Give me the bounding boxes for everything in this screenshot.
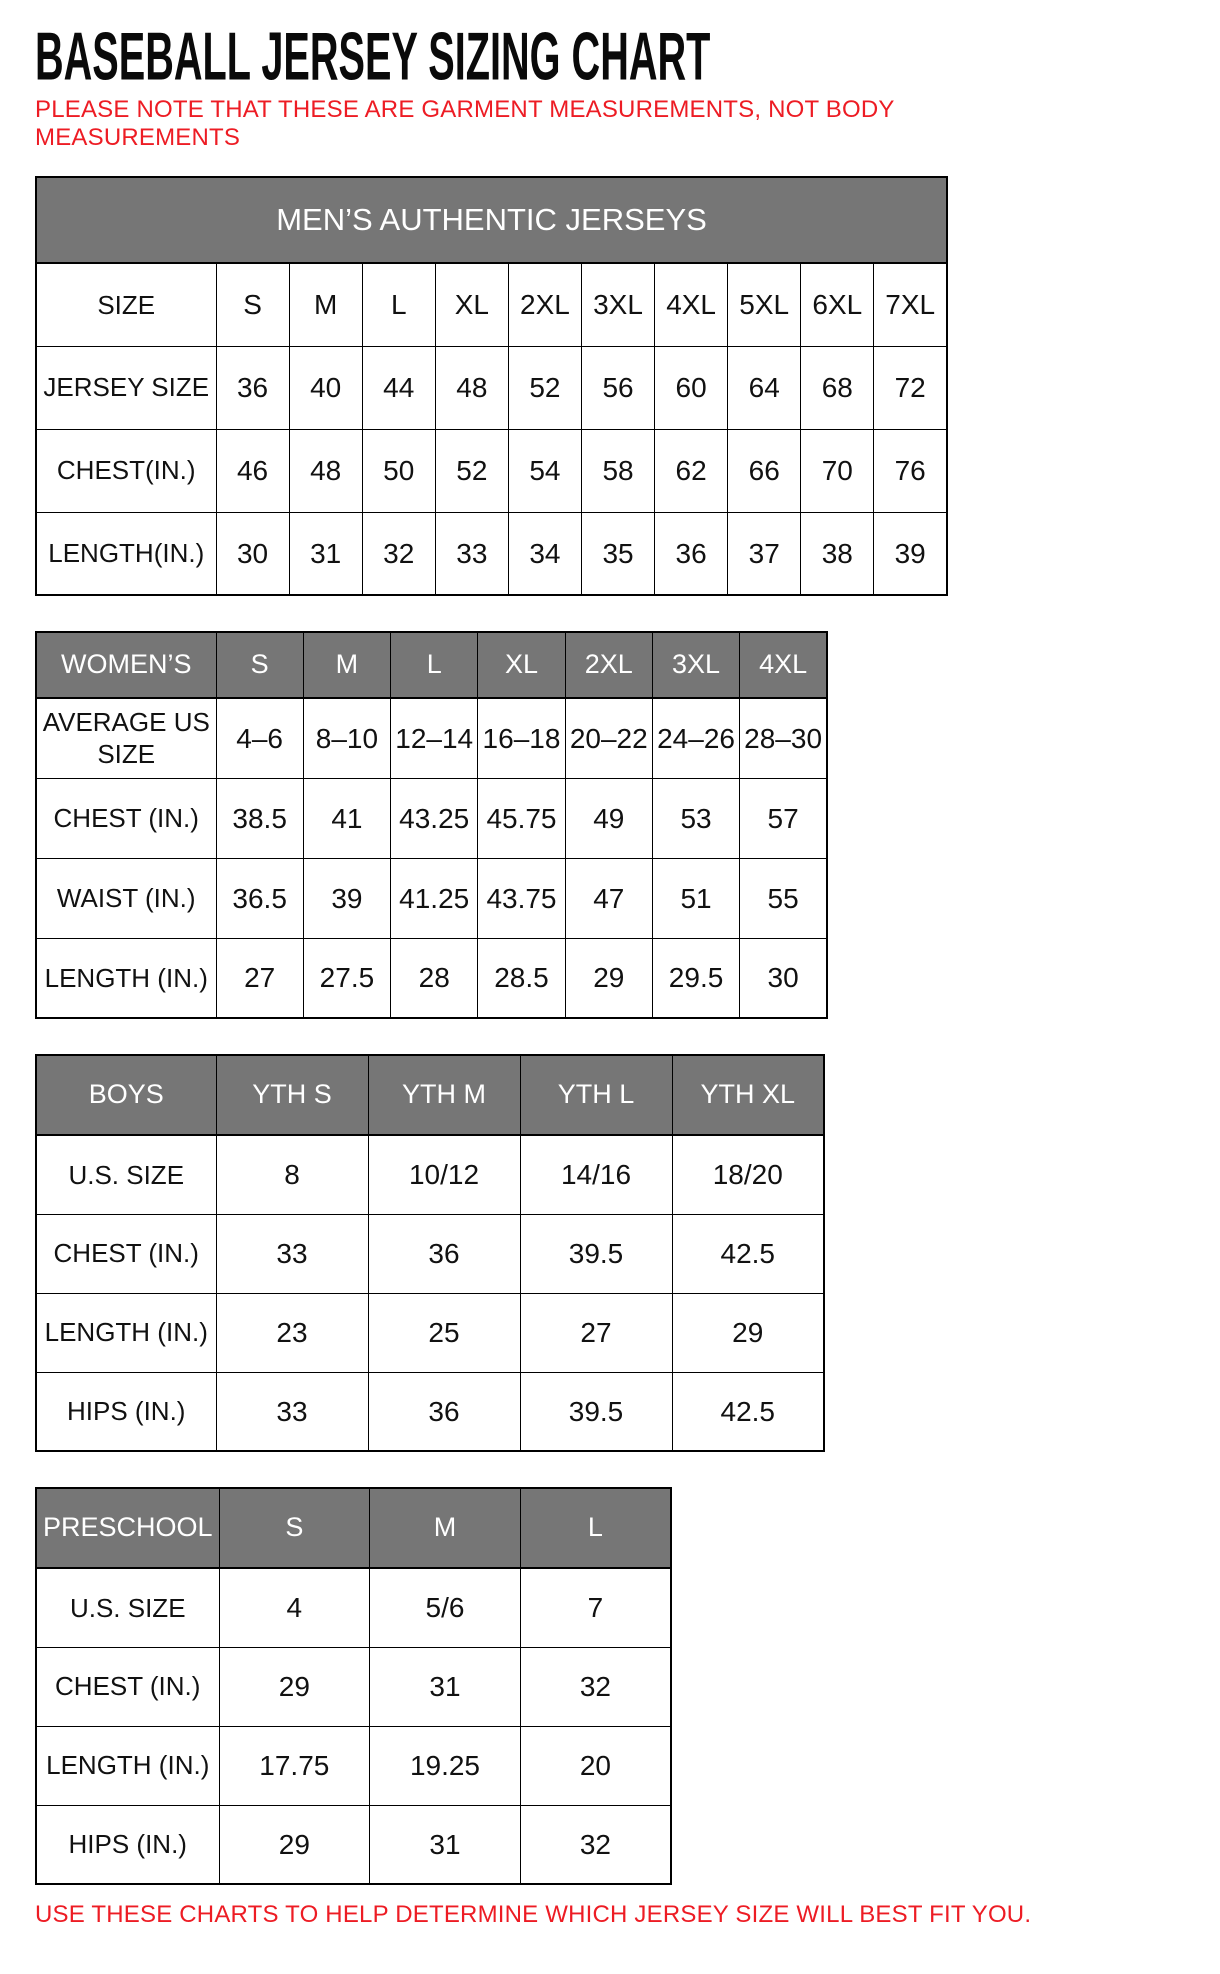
table-row — [36, 429, 947, 512]
measurement-value: 35 — [581, 512, 654, 595]
measurement-value: S — [216, 263, 289, 346]
measurement-value: 40 — [289, 346, 362, 429]
measurement-value: 42.5 — [672, 1214, 824, 1293]
measurement-value: 56 — [581, 346, 654, 429]
measurement-value: L — [362, 263, 435, 346]
table-title-row — [36, 177, 947, 263]
measurement-value: 23 — [216, 1293, 368, 1372]
measurement-value: 38 — [801, 512, 874, 595]
measurement-value: 29 — [565, 938, 652, 1018]
measurement-value: 8–10 — [303, 698, 390, 778]
measurement-value: 38.5 — [216, 778, 303, 858]
womens-sizing-table — [35, 631, 828, 1019]
measurement-value: 29.5 — [652, 938, 739, 1018]
preschool-table-section — [35, 1487, 1190, 1885]
measurement-value: 32 — [520, 1647, 671, 1726]
measurement-value: 8 — [216, 1135, 368, 1214]
garment-measurements-note: PLEASE NOTE THAT THESE ARE GARMENT MEASUREMENTS, NOT BODY MEASUREMENTS — [35, 96, 895, 151]
table-row — [36, 1805, 671, 1884]
size-column-header: YTH M — [368, 1055, 520, 1135]
measurement-value: 33 — [216, 1372, 368, 1451]
measurement-value: 39 — [303, 858, 390, 938]
measurement-value: 64 — [728, 346, 801, 429]
table-header-row — [36, 1055, 824, 1135]
measurement-value: 18/20 — [672, 1135, 824, 1214]
table-header-row — [36, 632, 827, 698]
measurement-value: 39 — [874, 512, 947, 595]
table-row — [36, 346, 947, 429]
measurement-value: 4 — [219, 1568, 370, 1647]
measurement-value: 10/12 — [368, 1135, 520, 1214]
measurement-value: 31 — [370, 1805, 521, 1884]
size-column-header: L — [520, 1488, 671, 1568]
boys-table-section — [35, 1054, 1190, 1452]
measurement-value: 66 — [728, 429, 801, 512]
table-row — [36, 858, 827, 938]
measurement-value: 36 — [368, 1372, 520, 1451]
measurement-value: 42.5 — [672, 1372, 824, 1451]
size-column-header: 2XL — [565, 632, 652, 698]
measurement-value: 25 — [368, 1293, 520, 1372]
measurement-value: 36 — [216, 346, 289, 429]
measurement-value: 16–18 — [478, 698, 565, 778]
page-title: BASEBALL JERSEY SIZING CHART — [35, 17, 711, 95]
measurement-value: 5/6 — [370, 1568, 521, 1647]
measurement-value: 34 — [508, 512, 581, 595]
measurement-value: XL — [435, 263, 508, 346]
womens-table-section — [35, 631, 1190, 1019]
measurement-value: M — [289, 263, 362, 346]
table-row — [36, 1726, 671, 1805]
size-column-header: YTH L — [520, 1055, 672, 1135]
measurement-value: 37 — [728, 512, 801, 595]
measurement-value: 32 — [520, 1805, 671, 1884]
measurement-value: 58 — [581, 429, 654, 512]
row-label: LENGTH(IN.) — [36, 512, 216, 595]
measurement-value: 4–6 — [216, 698, 303, 778]
row-label: LENGTH (IN.) — [36, 1293, 216, 1372]
measurement-value: 76 — [874, 429, 947, 512]
boys-sizing-table — [35, 1054, 825, 1452]
measurement-value: 28–30 — [740, 698, 827, 778]
table-row — [36, 263, 947, 346]
table-row — [36, 512, 947, 595]
measurement-value: 39.5 — [520, 1214, 672, 1293]
measurement-value: 36.5 — [216, 858, 303, 938]
measurement-value: 29 — [672, 1293, 824, 1372]
table-row — [36, 1214, 824, 1293]
row-label: U.S. SIZE — [36, 1135, 216, 1214]
measurement-value: 52 — [508, 346, 581, 429]
mens-table-section — [35, 176, 1190, 596]
row-label: HIPS (IN.) — [36, 1805, 219, 1884]
measurement-value: 39.5 — [520, 1372, 672, 1451]
womens-table-title: WOMEN’S — [36, 632, 216, 698]
row-label: CHEST (IN.) — [36, 1214, 216, 1293]
measurement-value: 72 — [874, 346, 947, 429]
measurement-value: 3XL — [581, 263, 654, 346]
row-label: LENGTH (IN.) — [36, 1726, 219, 1805]
measurement-value: 29 — [219, 1647, 370, 1726]
size-column-header: L — [391, 632, 478, 698]
table-row — [36, 1135, 824, 1214]
measurement-value: 20–22 — [565, 698, 652, 778]
measurement-value: 44 — [362, 346, 435, 429]
measurement-value: 47 — [565, 858, 652, 938]
footer-note: USE THESE CHARTS TO HELP DETERMINE WHICH JERSEY SIZE WILL BEST FIT YOU. — [35, 1901, 1032, 1928]
row-label: CHEST (IN.) — [36, 1647, 219, 1726]
measurement-value: 28 — [391, 938, 478, 1018]
size-column-header: 4XL — [740, 632, 827, 698]
measurement-value: 50 — [362, 429, 435, 512]
measurement-value: 45.75 — [478, 778, 565, 858]
measurement-value: 12–14 — [391, 698, 478, 778]
preschool-sizing-table — [35, 1487, 672, 1885]
row-label: LENGTH (IN.) — [36, 938, 216, 1018]
measurement-value: 46 — [216, 429, 289, 512]
measurement-value: 55 — [740, 858, 827, 938]
measurement-value: 7XL — [874, 263, 947, 346]
measurement-value: 51 — [652, 858, 739, 938]
measurement-value: 54 — [508, 429, 581, 512]
measurement-value: 30 — [740, 938, 827, 1018]
row-label: HIPS (IN.) — [36, 1372, 216, 1451]
measurement-value: 33 — [216, 1214, 368, 1293]
measurement-value: 52 — [435, 429, 508, 512]
measurement-value: 49 — [565, 778, 652, 858]
size-column-header: XL — [478, 632, 565, 698]
measurement-value: 19.25 — [370, 1726, 521, 1805]
measurement-value: 29 — [219, 1805, 370, 1884]
measurement-value: 17.75 — [219, 1726, 370, 1805]
row-label: WAIST (IN.) — [36, 858, 216, 938]
table-row — [36, 698, 827, 778]
measurement-value: 5XL — [728, 263, 801, 346]
measurement-value: 41.25 — [391, 858, 478, 938]
measurement-value: 60 — [655, 346, 728, 429]
measurement-value: 62 — [655, 429, 728, 512]
row-label: U.S. SIZE — [36, 1568, 219, 1647]
measurement-value: 24–26 — [652, 698, 739, 778]
size-column-header: S — [216, 632, 303, 698]
measurement-value: 36 — [655, 512, 728, 595]
row-label: SIZE — [36, 263, 216, 346]
size-column-header: YTH XL — [672, 1055, 824, 1135]
measurement-value: 32 — [362, 512, 435, 595]
measurement-value: 31 — [289, 512, 362, 595]
measurement-value: 7 — [520, 1568, 671, 1647]
preschool-table-title: PRESCHOOL — [36, 1488, 219, 1568]
measurement-value: 6XL — [801, 263, 874, 346]
measurement-value: 53 — [652, 778, 739, 858]
size-column-header: S — [219, 1488, 370, 1568]
size-column-header: M — [370, 1488, 521, 1568]
measurement-value: 31 — [370, 1647, 521, 1726]
mens-table-title: MEN’S AUTHENTIC JERSEYS — [36, 177, 947, 263]
size-column-header: YTH S — [216, 1055, 368, 1135]
measurement-value: 27 — [216, 938, 303, 1018]
measurement-value: 4XL — [655, 263, 728, 346]
table-row — [36, 938, 827, 1018]
table-row — [36, 1568, 671, 1647]
measurement-value: 43.75 — [478, 858, 565, 938]
size-column-header: M — [303, 632, 390, 698]
measurement-value: 48 — [289, 429, 362, 512]
measurement-value: 43.25 — [391, 778, 478, 858]
table-row — [36, 1372, 824, 1451]
table-row — [36, 778, 827, 858]
measurement-value: 33 — [435, 512, 508, 595]
measurement-value: 48 — [435, 346, 508, 429]
measurement-value: 27 — [520, 1293, 672, 1372]
measurement-value: 30 — [216, 512, 289, 595]
row-label: JERSEY SIZE — [36, 346, 216, 429]
row-label: CHEST (IN.) — [36, 778, 216, 858]
measurement-value: 68 — [801, 346, 874, 429]
table-row — [36, 1293, 824, 1372]
measurement-value: 70 — [801, 429, 874, 512]
mens-sizing-table — [35, 176, 948, 596]
measurement-value: 2XL — [508, 263, 581, 346]
measurement-value: 28.5 — [478, 938, 565, 1018]
measurement-value: 57 — [740, 778, 827, 858]
measurement-value: 36 — [368, 1214, 520, 1293]
measurement-value: 27.5 — [303, 938, 390, 1018]
table-row — [36, 1647, 671, 1726]
size-column-header: 3XL — [652, 632, 739, 698]
boys-table-title: BOYS — [36, 1055, 216, 1135]
table-header-row — [36, 1488, 671, 1568]
measurement-value: 41 — [303, 778, 390, 858]
row-label: AVERAGE US SIZE — [36, 698, 216, 778]
measurement-value: 20 — [520, 1726, 671, 1805]
row-label: CHEST(IN.) — [36, 429, 216, 512]
measurement-value: 14/16 — [520, 1135, 672, 1214]
